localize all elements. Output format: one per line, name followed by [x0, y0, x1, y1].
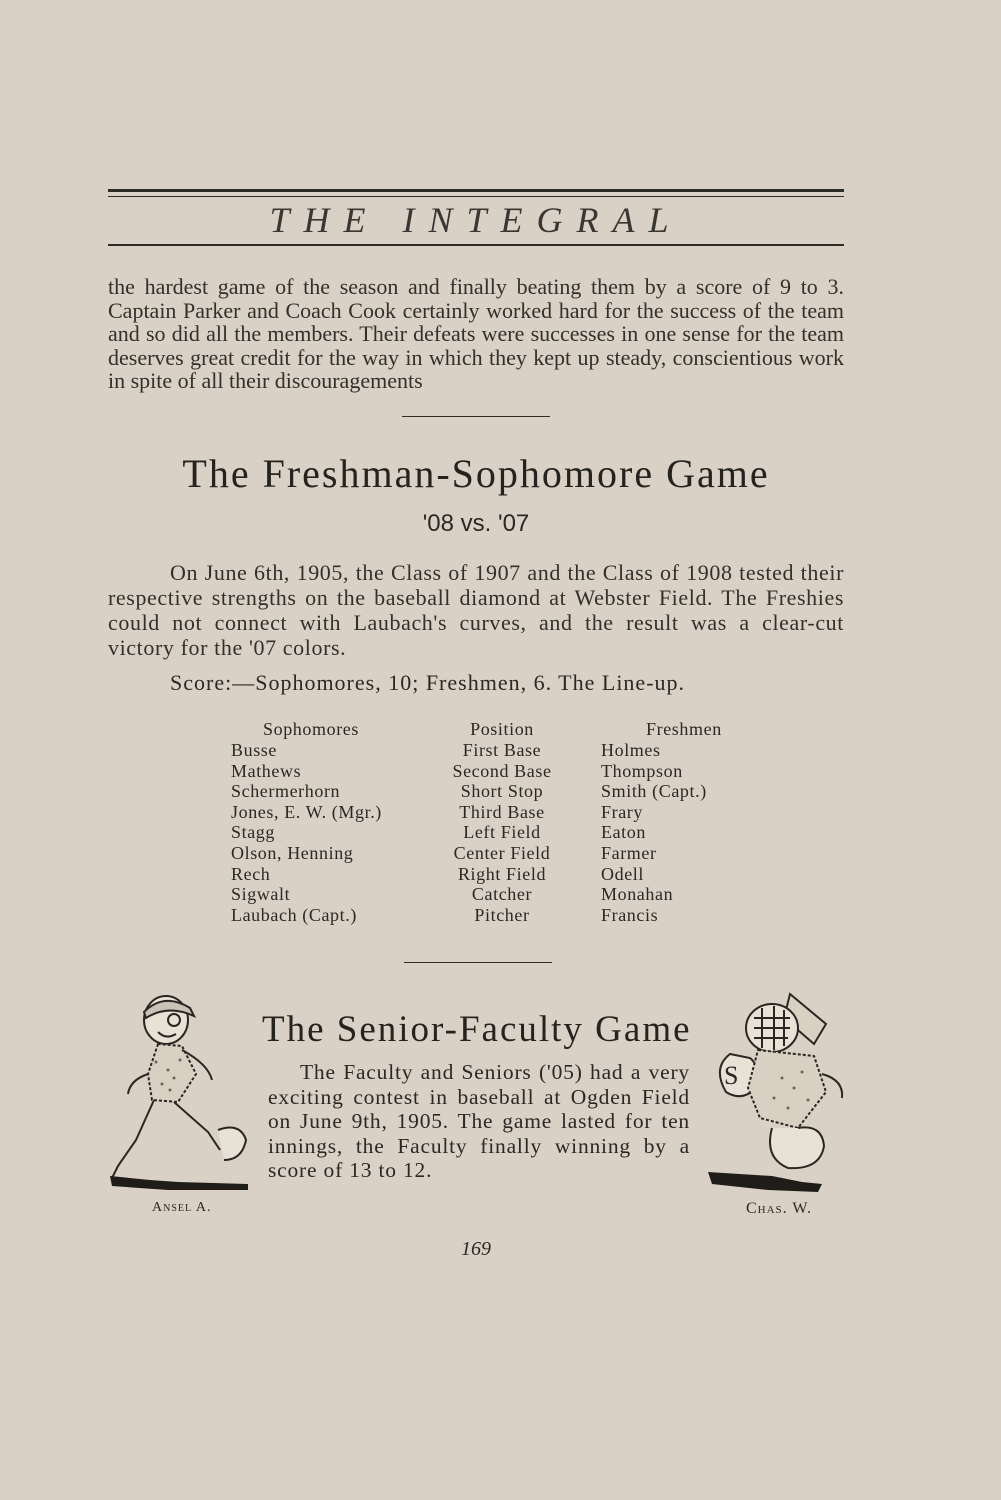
cartoon-ballplayer-left-illustration: [108, 990, 254, 1200]
position-header: Position: [470, 719, 534, 739]
freshman-player: Frary: [601, 801, 643, 822]
sophomore-player: Olson, Henning: [231, 842, 354, 863]
position-cell: Center Field: [453, 842, 551, 863]
position-cell: Short Stop: [460, 781, 544, 802]
position-cell: Left Field: [463, 822, 541, 843]
sophomore-player: Mathews: [231, 760, 302, 781]
freshman-player: Smith (Capt.): [601, 781, 707, 802]
position-column: [432, 718, 572, 925]
running-header-title: THE INTEGRAL: [269, 200, 683, 240]
freshman-player: Holmes: [601, 740, 661, 760]
position-cell: Second Base: [452, 760, 552, 781]
section-divider-1: [402, 416, 550, 417]
senior-faculty-paragraph: [268, 1060, 690, 1183]
page-number: 169: [461, 1238, 491, 1260]
svg-text:S: S: [724, 1061, 739, 1090]
cartoon-catcher-right-illustration: [702, 988, 852, 1200]
section-divider-2: [404, 962, 552, 963]
position-cell: First Base: [462, 740, 542, 760]
sophomore-player: Busse: [231, 740, 278, 760]
freshman-player: Monahan: [601, 884, 674, 905]
senior-faculty-title: The Senior-Faculty Game: [262, 1009, 692, 1050]
senior-faculty-paragraph-text: The Faculty and Seniors ('05) had a very exciting contest in baseball at Ogden Field on June 9th, 1905. The game lasted for ten innings, the Faculty finally winning by a score of 13 to 12.: [268, 1060, 690, 1182]
freshman-sophomore-paragraph: [108, 560, 844, 660]
freshman-sophomore-subtitle: '08 vs. '07: [422, 510, 530, 537]
freshman-player: Odell: [601, 863, 644, 884]
intro-paragraph: the hardest game of the season and finally beating them by a score of 9 to 3. Captain Parker and Coach Cook certainly worked hard for the success of the team and so did all the members. Their defeats were successes in one sense for the team deserves great credit for the way in which they kept up steady, conscientious work in spite of all their discouragements: [108, 274, 844, 393]
sophomore-player: Jones, E. W. (Mgr.): [231, 801, 382, 822]
position-cell: Right Field: [457, 863, 547, 884]
header-rule-top-thick: [108, 189, 844, 192]
freshman-player: Eaton: [601, 822, 646, 843]
sophomore-player: Schermerhorn: [231, 781, 341, 802]
sophomores-column: [231, 718, 421, 925]
freshmen-header: Freshmen: [646, 719, 722, 739]
position-cell: Third Base: [459, 801, 545, 822]
freshman-player: Francis: [601, 904, 659, 925]
score-line: Score:—Sophomores, 10; Freshmen, 6. The Line-up.: [170, 670, 686, 695]
catcher-drawing: [702, 988, 852, 1200]
caption-right: Chas. W.: [746, 1200, 813, 1217]
caption-left: Ansel A.: [152, 1200, 212, 1215]
sophomore-player: Rech: [231, 863, 271, 884]
sophomores-header: Sophomores: [263, 719, 359, 739]
sophomore-player: Sigwalt: [231, 884, 291, 905]
freshman-sophomore-title: The Freshman-Sophomore Game: [182, 451, 770, 496]
sophomore-player: Stagg: [231, 822, 276, 843]
header-rule-top-thin: [108, 196, 844, 197]
running-boy-drawing: [108, 990, 254, 1200]
header-rule-bottom: [108, 244, 844, 246]
freshmen-column: [601, 718, 781, 925]
position-cell: Catcher: [471, 884, 533, 905]
freshman-sophomore-paragraph-text: On June 6th, 1905, the Class of 1907 and the Class of 1908 tested their respective strengths on the baseball diamond at Webster Field. The Freshies could not connect with Laubach's curves, and the result was a clear-cut victory for the '07 colors.: [108, 560, 844, 660]
sophomore-player: Laubach (Capt.): [231, 904, 357, 925]
position-cell: Pitcher: [474, 904, 530, 925]
freshman-player: Thompson: [601, 760, 683, 781]
freshman-player: Farmer: [601, 842, 657, 863]
